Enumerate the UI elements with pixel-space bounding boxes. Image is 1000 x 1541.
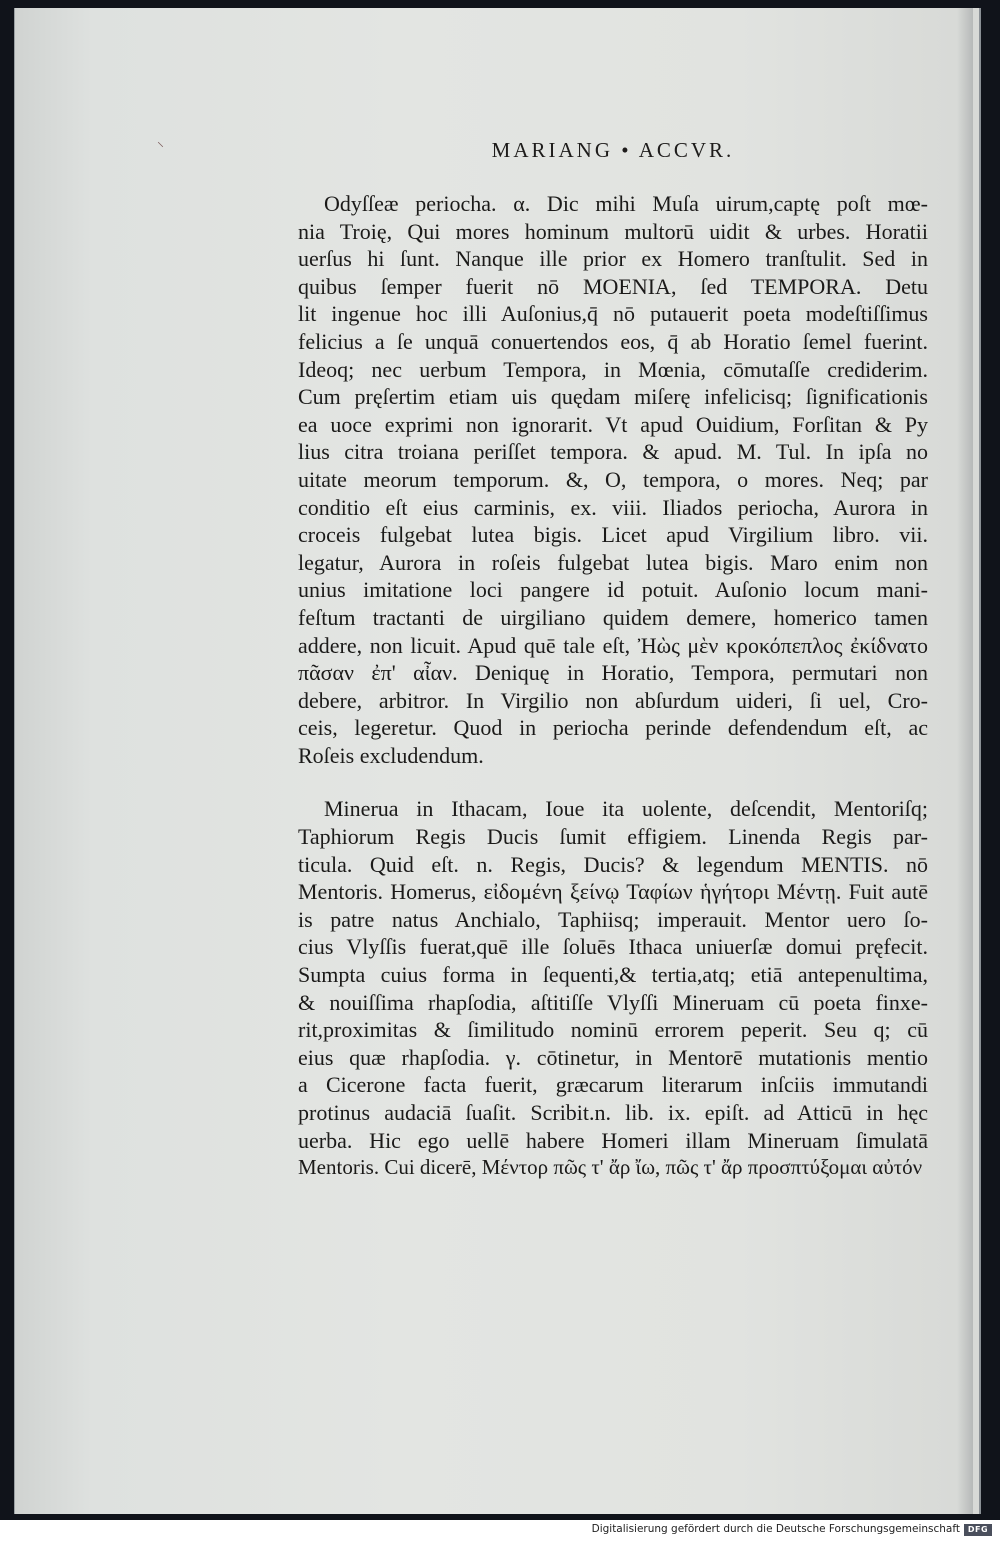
- dfg-logo: DFG: [964, 1524, 992, 1536]
- text-line: cius Vlyſſis fuerat,quē ille ſoluēs Ithaca uniuerſæ domui pręfecit.: [298, 934, 928, 960]
- text-line: Cum pręſertim etiam uis quędam miſerę infelicisq; ſignificationis: [298, 384, 928, 410]
- text-line: protinus audaciā ſuaſit. Scribit.n. lib. ix. epiſt. ad Atticū in hęc: [298, 1100, 928, 1125]
- text-line: ticula. Quid eſt. n. Regis, Ducis? & legendum MENTIS. nō: [298, 851, 928, 877]
- text-line: & nouiſſima rhapſodia, aſtitiſſe Vlyſſi Mineruam cū poeta finxe-: [298, 989, 928, 1015]
- text-line: conditio eſt eius carminis, ex. viii. Iliados periocha, Aurora in: [298, 494, 928, 520]
- text-line: lius citra troiana periſſet tempora. & apud. M. Tul. In ipſa no: [298, 439, 928, 465]
- text-line: addere, non licuit. Apud quē tale eſt, Ἠὼς μὲν κροκόπεπλος ἐκίδνατο: [298, 632, 928, 658]
- text-line: Sumpta cuius forma in ſequenti,& tertia,atq; etiā antepenultima,: [298, 962, 928, 988]
- text-line: nia Troię, Qui mores hominum multorū uidit & urbes. Horatii: [298, 218, 928, 244]
- running-head: MARIANG • ACCVR.: [491, 138, 735, 162]
- text-line: Minerua in Ithacam, Ioue ita uolente, deſcendit, Mentoriſq;: [324, 796, 928, 822]
- text-line: Taphiorum Regis Ducis ſumit effigiem. Linenda Regis par-: [298, 824, 928, 850]
- text-line: ceis, legeretur. Quod in periocha perinde defendendum eſt, ac: [298, 715, 928, 741]
- paragraph-1: [298, 190, 928, 769]
- text-line: quibus ſemper fuerit nō MOENIA, ſed TEMPORA. Detu: [298, 273, 928, 299]
- text-line: croceis fulgebat lutea bigis. Licet apud Virgilium libro. vii.: [298, 522, 928, 548]
- text-line: legatur, Aurora in roſeis fulgebat lutea bigis. Maro enim non: [298, 549, 928, 575]
- paragraph-2: [298, 795, 928, 1181]
- text-line: uitate meorum temporum. &, O, tempora, o mores. Neq; par: [298, 466, 928, 492]
- text-line: Odyſſeæ periocha. α. Dic mihi Muſa uirum,captę poſt mœ-: [324, 191, 928, 216]
- text-line: is patre natus Anchialo, Taphiisq; imperauit. Mentor uero ſo-: [298, 906, 928, 932]
- text-line: rit,proximitas & ſimilitudo nominū errorem peperit. Seu q; cū: [298, 1017, 928, 1043]
- text-line: uerba. Hic ego uellē habere Homeri illam Mineruam ſimulatā: [298, 1127, 928, 1153]
- text-block: [298, 190, 928, 1182]
- text-line: Ideoq; nec uerbum Tempora, in Mœnia, cōmutaſſe crediderim.: [298, 356, 928, 382]
- text-line: Roſeis excludendum.: [298, 742, 484, 768]
- text-line: uerſus hi ſunt. Nanque ille prior ex Homero tranſtulit. Sed in: [298, 246, 928, 272]
- margin-mark: ⸜: [157, 134, 164, 150]
- text-line: πᾶσαν ἐπ' αἶαν. Deniquę in Horatio, Tempora, permutari non: [298, 660, 928, 686]
- text-line: unius imitatione loci pangere id potuit. Auſonio locum mani-: [298, 577, 928, 603]
- text-line: eius quæ rhapſodia. γ. cōtinetur, in Mentorē mutationis mentio: [298, 1044, 928, 1070]
- text-line: Mentoris. Homerus, εἰδομένη ξείνῳ Ταφίων ἡγήτορι Μέντῃ. Fuit autē: [298, 879, 928, 905]
- text-line: debere, arbitror. In Virgilio non abſurdum uideri, ſi uel, Cro-: [298, 687, 928, 713]
- text-line: feſtum tractanti de uirgiliano quidem demere, homerico tamen: [298, 604, 928, 630]
- text-line: felicius a ſe unquā conuertendos eos, q̄ ab Horatio ſemel fuerint.: [298, 328, 928, 354]
- footer-credit: Digitalisierung gefördert durch die Deutsche Forschungsgemeinschaft: [591, 1523, 960, 1535]
- text-line: lit ingenue hoc illi Auſonius,q̄ nō putauerit poeta modeſtiſſimus: [298, 301, 928, 327]
- footer-bar: [0, 1520, 1000, 1541]
- page-edge-shadow: [957, 8, 973, 1514]
- text-line: ea uoce exprimi non ignorarit. Vt apud Ouidium, Forſitan & Py: [298, 411, 928, 437]
- text-line: Mentoris. Cui dicerē, Μέντορ πῶς τ' ἄρ ἴω, πῶς τ' ἄρ προσπτύξομαι αὐτόν: [298, 1155, 923, 1180]
- text-line: a Cicerone facta fuerit, græcarum literarum inſciis immutandi: [298, 1072, 928, 1098]
